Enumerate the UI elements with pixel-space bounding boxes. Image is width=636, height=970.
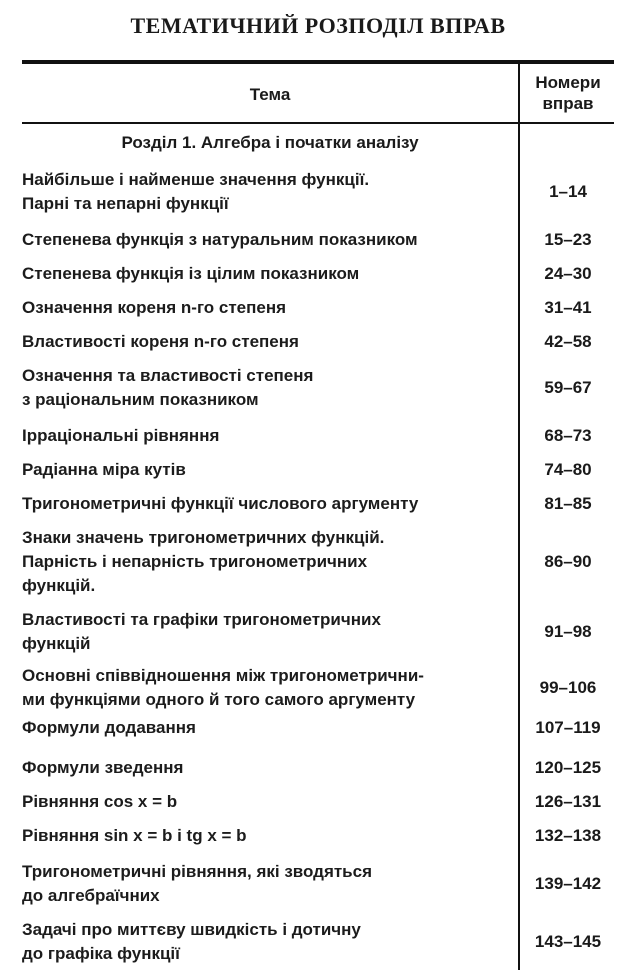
row-topic-line: до алгебраїчних	[22, 886, 160, 905]
header-numbers	[520, 72, 616, 114]
row-numbers: 42–58	[544, 332, 592, 351]
table-row	[0, 228, 636, 252]
table-row	[0, 168, 636, 216]
header-rule	[22, 122, 614, 124]
table-row	[0, 824, 636, 848]
row-topic-line: Парність і непарність тригонометричних	[22, 552, 368, 571]
row-numbers: 1–14	[549, 182, 587, 201]
row-topic-line: Радіанна міра кутів	[22, 460, 186, 479]
row-topic-line: Властивості та графіки тригонометричних	[22, 610, 381, 629]
row-numbers: 143–145	[534, 932, 602, 951]
row-topic-line: Властивості кореня n-го степеня	[22, 332, 299, 351]
table-row	[0, 526, 636, 598]
row-numbers: 99–106	[539, 678, 597, 697]
row-numbers: 132–138	[534, 826, 602, 845]
table-row	[0, 790, 636, 814]
row-numbers: 59–67	[544, 378, 592, 397]
table-row	[0, 424, 636, 448]
row-topic	[22, 790, 516, 814]
row-numbers: 91–98	[544, 622, 592, 641]
row-numbers: 107–119	[535, 718, 601, 737]
row-topic	[22, 860, 516, 908]
row-numbers: 86–90	[544, 552, 592, 571]
row-topic	[22, 168, 516, 216]
table-row	[0, 330, 636, 354]
row-topic	[22, 716, 516, 740]
row-numbers: 139–142	[534, 874, 602, 893]
row-topic	[22, 262, 516, 286]
row-topic	[22, 526, 516, 598]
row-topic-line: Степенева функція з натуральним показником	[22, 230, 418, 249]
row-topic	[22, 364, 516, 412]
row-topic-line: Знаки значень тригонометричних функцій.	[22, 528, 385, 547]
row-topic-line: ми функціями одного й того самого аргументу	[22, 690, 416, 709]
row-topic-line: Рівняння cos x = b	[22, 792, 178, 811]
row-topic-line: Формули зведення	[22, 758, 184, 777]
table-row	[0, 262, 636, 286]
row-topic	[22, 756, 516, 780]
row-topic	[22, 296, 516, 320]
row-topic-line: Формули додавання	[22, 718, 196, 737]
row-topic-line: функцій.	[22, 576, 96, 595]
row-numbers: 126–131	[534, 792, 602, 811]
row-topic-line: Тригонометричні рівняння, які зводяться	[22, 862, 373, 881]
row-topic	[22, 424, 516, 448]
row-numbers: 15–23	[544, 230, 592, 249]
row-topic	[22, 824, 516, 848]
table-row	[0, 918, 636, 966]
page-title: ТЕМАТИЧНИЙ РОЗПОДІЛ ВПРАВ	[130, 13, 506, 38]
row-numbers: 81–85	[544, 494, 592, 513]
row-topic	[22, 458, 516, 482]
header-numbers-line2: вправ	[542, 94, 594, 113]
table-row	[0, 458, 636, 482]
row-numbers: 74–80	[544, 460, 592, 479]
row-topic	[22, 228, 516, 252]
double-rule	[22, 60, 614, 64]
table-row	[0, 364, 636, 412]
header-topic: Тема	[249, 85, 291, 104]
row-topic-line: Задачі про миттєву швидкість і дотичну	[22, 920, 361, 939]
table-row	[0, 296, 636, 320]
row-topic	[22, 664, 516, 712]
table-row	[0, 756, 636, 780]
row-topic-line: Означення кореня n-го степеня	[22, 298, 287, 317]
row-topic-line: функцій	[22, 634, 91, 653]
row-topic-line: Парні та непарні функції	[22, 194, 229, 213]
header-numbers-line1: Номери	[535, 73, 601, 92]
row-topic-line: Тригонометричні функції числового аргументу	[22, 494, 419, 513]
row-numbers: 31–41	[544, 298, 592, 317]
row-topic-line: Рівняння sin x = b і tg x = b	[22, 826, 247, 845]
row-topic-line: Означення та властивості степеня	[22, 366, 314, 385]
row-topic-line: до графіка функції	[22, 944, 180, 963]
table-row	[0, 860, 636, 908]
table-row	[0, 608, 636, 656]
row-topic	[22, 608, 516, 656]
table-row	[0, 664, 636, 712]
section-heading: Розділ 1. Алгебра і початки аналізу	[121, 133, 419, 152]
row-topic	[22, 330, 516, 354]
row-topic-line: Основні співвідношення між тригонометрични-	[22, 666, 424, 685]
row-topic-line: Ірраціональні рівняння	[22, 426, 220, 445]
row-numbers: 120–125	[534, 758, 602, 777]
row-numbers: 68–73	[544, 426, 592, 445]
row-numbers: 24–30	[544, 264, 592, 283]
row-topic	[22, 492, 516, 516]
row-topic-line: Найбільше і найменше значення функції.	[22, 170, 370, 189]
table-row	[0, 716, 636, 740]
row-topic	[22, 918, 516, 966]
row-topic-line: з раціональним показником	[22, 390, 259, 409]
row-topic-line: Степенева функція із цілим показником	[22, 264, 360, 283]
table-row	[0, 492, 636, 516]
